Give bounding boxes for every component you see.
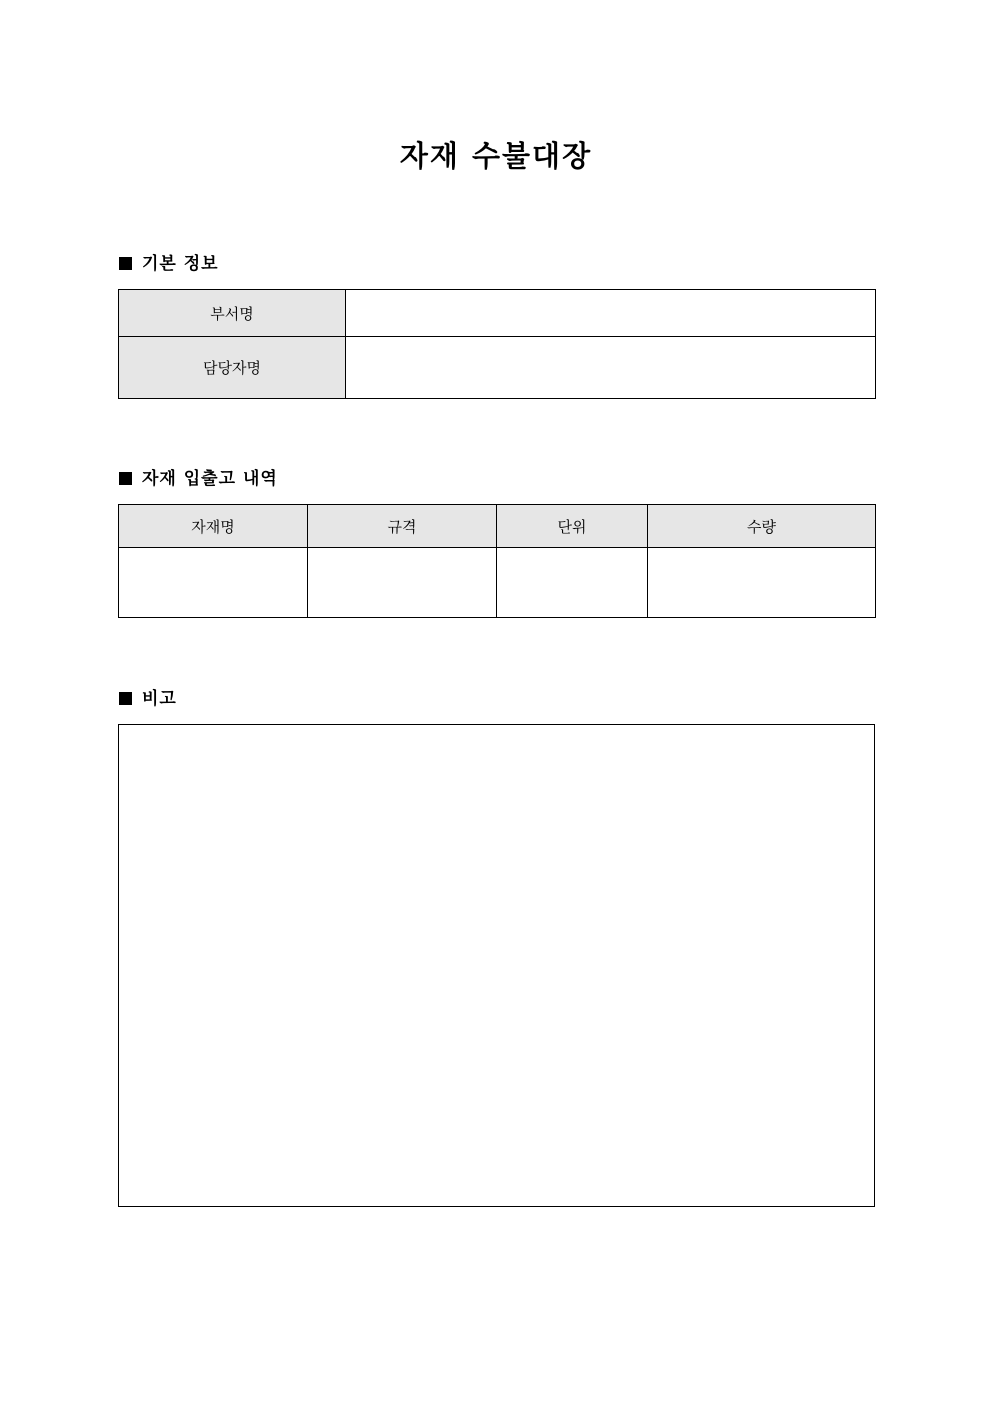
document-title: 자재 수불대장 [399, 139, 593, 173]
square-bullet-icon [119, 257, 132, 270]
specification-cell[interactable] [308, 548, 497, 618]
manager-field[interactable] [346, 337, 876, 399]
section-heading-basic-info [119, 252, 219, 276]
table-row [119, 548, 876, 618]
material-name-cell[interactable] [119, 548, 308, 618]
column-header-specification: 규격 [308, 505, 497, 548]
manager-label: 담당자명 [119, 337, 346, 399]
remarks-box[interactable] [118, 724, 875, 1207]
department-label: 부서명 [119, 290, 346, 337]
info-row-department [119, 290, 876, 337]
section-heading-remarks [119, 687, 177, 711]
column-header-material-name: 자재명 [119, 505, 308, 548]
square-bullet-icon [119, 472, 132, 485]
material-records-table [118, 504, 876, 618]
table-header-row [119, 505, 876, 548]
square-bullet-icon [119, 692, 132, 705]
section-heading-material-records [119, 467, 278, 491]
column-header-unit: 단위 [497, 505, 648, 548]
section-heading-label: 비고 [142, 689, 177, 709]
quantity-cell[interactable] [648, 548, 876, 618]
column-header-quantity: 수량 [648, 505, 876, 548]
info-row-manager [119, 337, 876, 399]
section-heading-label: 자재 입출고 내역 [142, 469, 278, 489]
basic-info-table [118, 289, 876, 399]
department-field[interactable] [346, 290, 876, 337]
unit-cell[interactable] [497, 548, 648, 618]
section-heading-label: 기본 정보 [142, 254, 219, 274]
